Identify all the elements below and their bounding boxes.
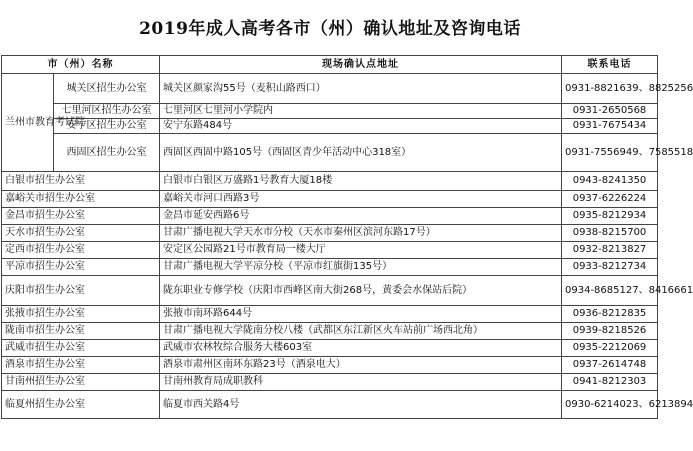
phone-cell: 0931-2650568 — [562, 104, 658, 119]
phone-cell: 0936-8212835 — [562, 306, 658, 323]
contact-table — [1, 55, 693, 419]
address-cell: 临夏市西关路4号 — [160, 391, 562, 419]
office-name: 张掖市招生办公室 — [2, 306, 160, 323]
phone-cell: 0943-8241350 — [562, 172, 658, 191]
table-row — [2, 306, 658, 323]
phone-cell: 0932-8213827 — [562, 242, 658, 259]
phone-cell: 0935-8212934 — [562, 208, 658, 225]
header-phone: 联系电话 — [562, 56, 658, 74]
office-name: 甘南州招生办公室 — [2, 374, 160, 391]
table-row — [2, 134, 658, 172]
table-row — [2, 357, 658, 374]
table-row — [2, 119, 658, 134]
office-name: 武威市招生办公室 — [2, 340, 160, 357]
phone-cell: 0935-2212069 — [562, 340, 658, 357]
table-row — [2, 225, 658, 242]
table-row — [2, 74, 658, 104]
address-cell: 甘肃广播电视大学陇南分校八楼（武都区东江新区火车站前广场西北角） — [160, 323, 562, 340]
phone-cell: 0931-8821639、8825256 — [562, 74, 658, 104]
phone-cell: 0941-8212303 — [562, 374, 658, 391]
office-name: 安宁区招生办公室 — [54, 119, 160, 134]
office-name: 嘉峪关市招生办公室 — [2, 191, 160, 208]
address-cell: 金昌市延安西路6号 — [160, 208, 562, 225]
phone-cell: 0938-8215700 — [562, 225, 658, 242]
office-name: 天水市招生办公室 — [2, 225, 160, 242]
address-cell: 嘉峪关市河口西路3号 — [160, 191, 562, 208]
office-name: 临夏州招生办公室 — [2, 391, 160, 419]
office-name: 白银市招生办公室 — [2, 172, 160, 191]
header-row — [2, 56, 658, 74]
office-name: 定西市招生办公室 — [2, 242, 160, 259]
address-cell: 西固区西固中路105号（西固区青少年活动中心318室） — [160, 134, 562, 172]
phone-cell: 0931-7556949、7585518 — [562, 134, 658, 172]
phone-cell: 0937-6226224 — [562, 191, 658, 208]
address-cell: 七里河区七里河小学院内 — [160, 104, 562, 119]
phone-cell: 0937-2614748 — [562, 357, 658, 374]
address-cell: 酒泉市肃州区南环东路23号（酒泉电大） — [160, 357, 562, 374]
table-row — [2, 259, 658, 276]
office-name: 庆阳市招生办公室 — [2, 276, 160, 306]
address-cell: 张掖市南环路644号 — [160, 306, 562, 323]
table-row — [2, 104, 658, 119]
phone-cell: 0933-8212734 — [562, 259, 658, 276]
office-name: 平凉市招生办公室 — [2, 259, 160, 276]
phone-cell: 0931-7675434 — [562, 119, 658, 134]
address-cell: 安宁东路484号 — [160, 119, 562, 134]
table-row — [2, 191, 658, 208]
address-cell: 甘肃广播电视大学天水市分校（天水市秦州区滨河东路17号） — [160, 225, 562, 242]
table-row — [2, 374, 658, 391]
address-cell: 甘南州教育局成职教科 — [160, 374, 562, 391]
page-title: 2019年成人高考各市（州）确认地址及咨询电话 — [139, 19, 521, 39]
table-row — [2, 276, 658, 306]
office-name: 西固区招生办公室 — [54, 134, 160, 172]
phone-cell: 0930-6214023、6213894 — [562, 391, 658, 419]
header-address: 现场确认点地址 — [160, 56, 562, 74]
address-cell: 城关区颜家沟55号（麦积山路西口） — [160, 74, 562, 104]
phone-cell: 0934-8685127、8416661 — [562, 276, 658, 306]
table-row — [2, 391, 658, 419]
phone-cell: 0939-8218526 — [562, 323, 658, 340]
office-name: 金昌市招生办公室 — [2, 208, 160, 225]
header-unit: 市（州）名称 — [2, 56, 160, 74]
office-name: 七里河区招生办公室 — [54, 104, 160, 119]
lanzhou-group-label: 兰州市教育考试院 — [2, 74, 54, 172]
table-row — [2, 242, 658, 259]
table-row — [2, 172, 658, 191]
address-cell: 白银市白银区万盛路1号教育大厦18楼 — [160, 172, 562, 191]
address-cell: 甘肃广播电视大学平凉分校（平凉市红旗街135号） — [160, 259, 562, 276]
office-name: 陇南市招生办公室 — [2, 323, 160, 340]
office-name: 酒泉市招生办公室 — [2, 357, 160, 374]
office-name: 城关区招生办公室 — [54, 74, 160, 104]
table-row — [2, 323, 658, 340]
table-row — [2, 208, 658, 225]
address-cell: 安定区公园路21号市教育局一楼大厅 — [160, 242, 562, 259]
table-row — [2, 340, 658, 357]
address-cell: 陇东职业专修学校（庆阳市西峰区南大街268号，黄委会水保站后院） — [160, 276, 562, 306]
address-cell: 武威市农林牧综合服务大楼603室 — [160, 340, 562, 357]
